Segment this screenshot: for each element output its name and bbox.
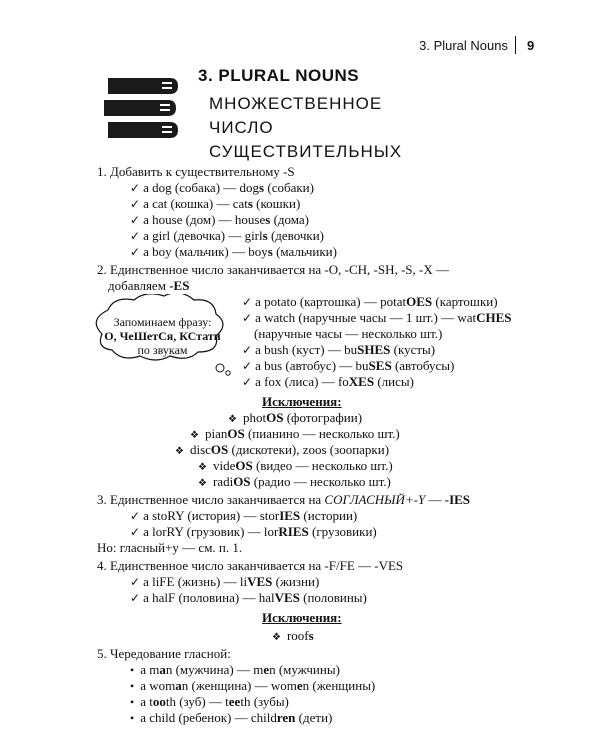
- list-item: • a woman (женщина) — women (женщины): [130, 678, 375, 694]
- books-icon: [100, 72, 184, 148]
- list-item: ❖ pianOS (пианино — несколько шт.): [190, 426, 400, 444]
- list-item: ✓ a stoRY (история) — storIES (истории): [130, 508, 357, 524]
- subtitle-line-1: МНОЖЕСТВЕННОЕ ЧИСЛО: [209, 94, 383, 137]
- running-header: 3. Plural Nouns: [419, 38, 508, 53]
- header-divider: [515, 36, 516, 54]
- chapter-title: 3. PLURAL NOUNS: [198, 66, 360, 85]
- list-item: ❖ videOS (видео — несколько шт.): [198, 458, 393, 476]
- rule2-exceptions-title: Исключения:: [262, 394, 342, 409]
- list-item: ✓ a dog (собака) — dogs (собаки): [130, 180, 314, 196]
- rule3-heading: 3. Единственное число заканчивается на СОГЛАСНЫЙ+-Y — -IES: [97, 492, 471, 507]
- rule2-heading: 2. Единственное число заканчивается на -O, -CH, -SH, -S, -X —: [97, 262, 449, 277]
- cloud-text: [100, 315, 225, 357]
- rule4-exceptions-title: Исключения:: [262, 610, 342, 625]
- list-item: ✓ a halF (половина) — halVES (половины): [130, 590, 367, 606]
- rule2-heading-cont: добавляем -ES: [108, 278, 190, 293]
- list-item: ❖ photOS (фотографии): [228, 410, 362, 428]
- list-item: (наручные часы — несколько шт.): [254, 326, 443, 341]
- list-item: ✓ a fox (лиса) — foXES (лисы): [242, 374, 414, 390]
- list-item: ✓ a potato (картошка) — potatOES (картошки): [242, 294, 498, 310]
- list-item: ❖ discOS (дискотеки), zoos (зоопарки): [175, 442, 389, 460]
- list-item: ✓ a girl (девочка) — girls (девочки): [130, 228, 324, 244]
- list-item: ❖ radiOS (радио — несколько шт.): [198, 474, 391, 492]
- rule4-exception-item: ❖ roofs: [272, 628, 314, 646]
- list-item: • a child (ребенок) — children (дети): [130, 710, 332, 726]
- rule1-heading: 1. Добавить к существительному -S: [97, 164, 295, 179]
- cloud-line-1: Запоминаем фразу:: [113, 315, 212, 329]
- cloud-line-2: О, ЧеШетСя, КСтати: [104, 329, 221, 343]
- page-number: 9: [527, 38, 535, 53]
- chapter-subtitle: [209, 92, 429, 164]
- list-item: ✓ a watch (наручные часы — 1 шт.) — watCHES: [242, 310, 512, 326]
- rule5-heading: 5. Чередование гласной:: [97, 646, 231, 661]
- list-item: ✓ a liFE (жизнь) — liVES (жизни): [130, 574, 319, 590]
- list-item: ✓ a cat (кошка) — cats (кошки): [130, 196, 300, 212]
- list-item: ✓ a house (дом) — houses (дома): [130, 212, 309, 228]
- list-item: ✓ a bush (куст) — buSHES (кусты): [242, 342, 435, 358]
- list-item: • a man (мужчина) — men (мужчины): [130, 662, 340, 678]
- subtitle-line-2: СУЩЕСТВИТЕЛЬНЫХ: [209, 142, 403, 161]
- list-item: • a tooth (зуб) — teeth (зубы): [130, 694, 289, 710]
- list-item: ✓ a boy (мальчик) — boys (мальчики): [130, 244, 337, 260]
- list-item: ✓ a lorRY (грузовик) — lorRIES (грузовики): [130, 524, 377, 540]
- rule4-heading: 4. Единственное число заканчивается на -F/FE — -VES: [97, 558, 404, 573]
- rule3-note: Но: гласный+y — см. п. 1.: [97, 540, 243, 555]
- list-item: ✓ a bus (автобус) — buSES (автобусы): [242, 358, 454, 374]
- cloud-line-3: по звукам: [137, 343, 188, 357]
